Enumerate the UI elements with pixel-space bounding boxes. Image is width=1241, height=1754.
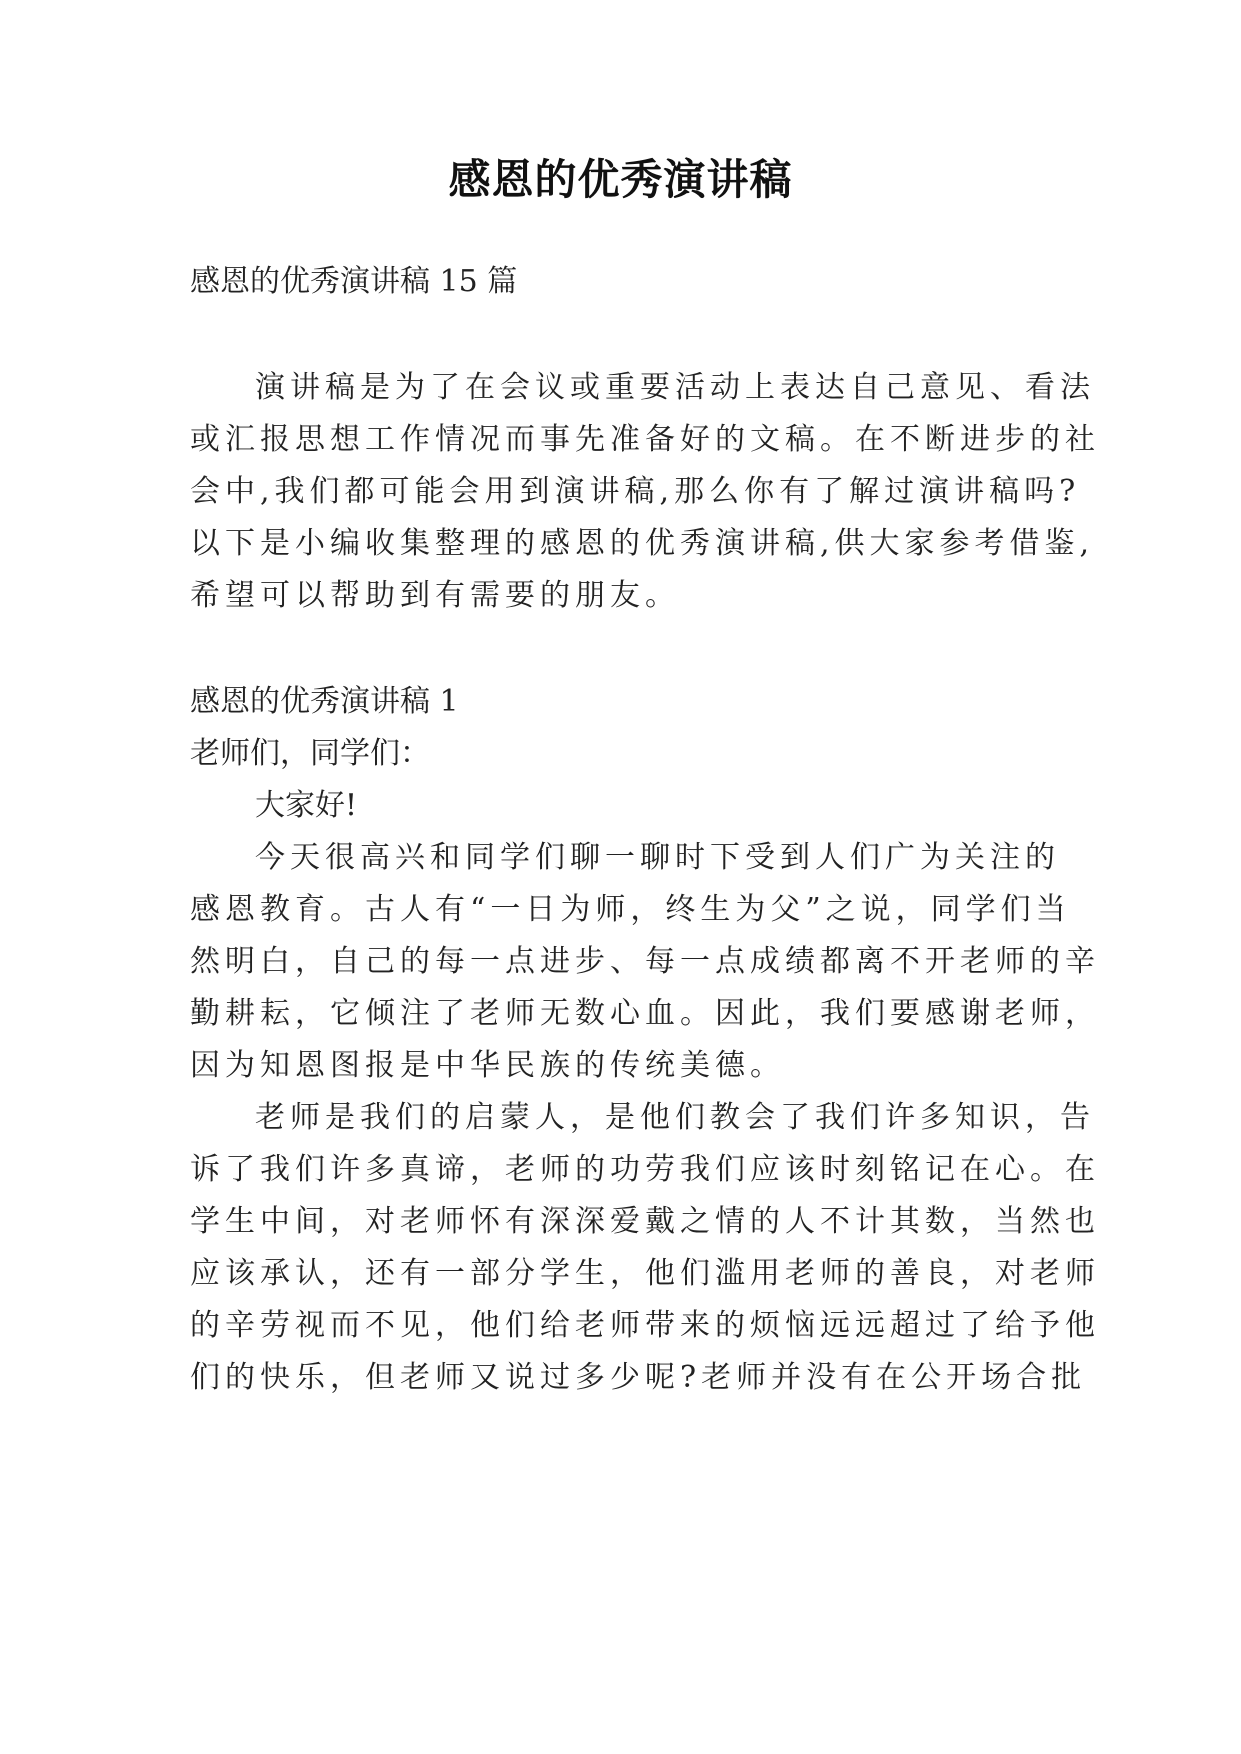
paragraph-line: 应该承认，还有一部分学生，他们滥用老师的善良，对老师	[190, 1256, 1100, 1291]
intro-line: 会中,我们都可能会用到演讲稿,那么你有了解过演讲稿吗?	[190, 474, 1081, 509]
greeting: 大家好!	[255, 788, 358, 823]
paragraph-line: 今天很高兴和同学们聊一聊时下受到人们广为关注的	[255, 840, 1060, 875]
document-title: 感恩的优秀演讲稿	[448, 155, 793, 204]
intro-line: 以下是小编收集整理的感恩的优秀演讲稿,供大家参考借鉴,	[190, 526, 1095, 561]
paragraph-line: 诉了我们许多真谛，老师的功劳我们应该时刻铭记在心。在	[190, 1152, 1100, 1187]
document-subtitle: 感恩的优秀演讲稿 15 篇	[190, 264, 518, 299]
intro-line: 希望可以帮助到有需要的朋友。	[190, 578, 680, 613]
section-heading: 感恩的优秀演讲稿 1	[190, 684, 459, 719]
paragraph-line: 感恩教育。古人有“一日为师，终生为父”之说，同学们当	[190, 892, 1071, 927]
paragraph-line: 的辛劳视而不见，他们给老师带来的烦恼远远超过了给予他	[190, 1308, 1100, 1343]
intro-line: 或汇报思想工作情况而事先准备好的文稿。在不断进步的社	[190, 422, 1100, 457]
salutation: 老师们，同学们：	[190, 736, 430, 771]
intro-line: 演讲稿是为了在会议或重要活动上表达自己意见、看法	[255, 370, 1095, 405]
paragraph-line: 们的快乐，但老师又说过多少呢?老师并没有在公开场合批	[190, 1360, 1087, 1395]
paragraph-line: 然明白，自己的每一点进步、每一点成绩都离不开老师的辛	[190, 944, 1100, 979]
paragraph-line: 因为知恩图报是中华民族的传统美德。	[190, 1048, 785, 1083]
paragraph-line: 老师是我们的启蒙人，是他们教会了我们许多知识，告	[255, 1100, 1095, 1135]
paragraph-line: 学生中间，对老师怀有深深爱戴之情的人不计其数，当然也	[190, 1204, 1100, 1239]
paragraph-line: 勤耕耘，它倾注了老师无数心血。因此，我们要感谢老师，	[190, 996, 1100, 1031]
